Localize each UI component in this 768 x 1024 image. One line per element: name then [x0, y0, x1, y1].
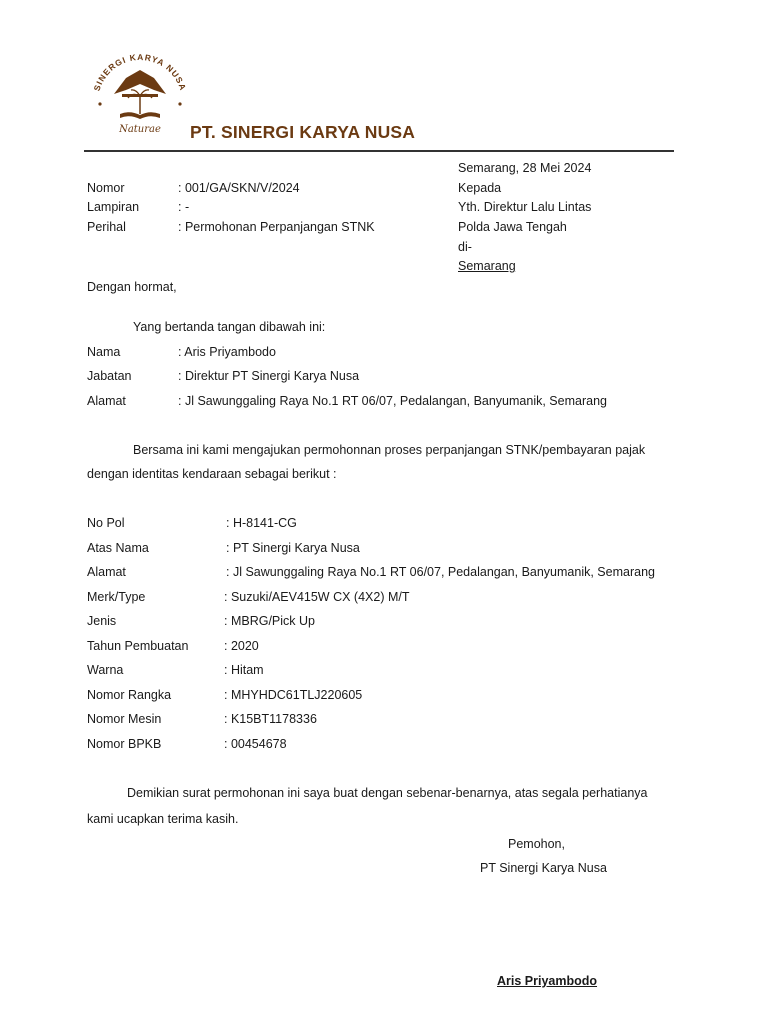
signer-label-jabatan: Jabatan — [87, 369, 132, 383]
meta-value-nomor: : 001/GA/SKN/V/2024 — [178, 181, 300, 195]
vehicle-value-tahun: : 2020 — [224, 639, 259, 653]
vehicle-value-rangka: : MHYHDC61TLJ220605 — [224, 688, 363, 702]
signer-label-alamat: Alamat — [87, 394, 126, 408]
recipient-line-4: di- — [458, 240, 472, 254]
meta-label-perihal: Perihal — [87, 220, 126, 234]
vehicle-value-warna: : Hitam — [224, 663, 264, 677]
signer-value-nama: : Aris Priyambodo — [178, 345, 276, 359]
meta-value-lampiran: : - — [178, 200, 190, 214]
vehicle-value-alamat: : Jl Sawunggaling Raya No.1 RT 06/07, Pedalangan, Banyumanik, Semarang — [226, 565, 655, 579]
company-name: PT. SINERGI KARYA NUSA — [190, 122, 416, 142]
vehicle-label-alamat: Alamat — [87, 565, 126, 579]
recipient-line-3: Polda Jawa Tengah — [458, 220, 567, 234]
signer-name: Aris Priyambodo — [497, 974, 598, 988]
applicant-company: PT Sinergi Karya Nusa — [480, 861, 607, 875]
signer-label-nama: Nama — [87, 345, 121, 359]
vehicle-value-atas-nama: : PT Sinergi Karya Nusa — [226, 541, 360, 555]
vehicle-label-jenis: Jenis — [87, 614, 117, 628]
vehicle-label-mesin: Nomor Mesin — [87, 712, 162, 726]
vehicle-label-atas-nama: Atas Nama — [87, 541, 149, 555]
header-divider — [84, 150, 674, 152]
closing-line-2: kami ucapkan terima kasih. — [87, 812, 239, 826]
paragraph-1-line-2: dengan identitas kendaraan sebagai berikut : — [87, 467, 337, 481]
meta-value-perihal: : Permohonan Perpanjangan STNK — [178, 220, 375, 234]
vehicle-label-rangka: Nomor Rangka — [87, 688, 172, 702]
vehicle-value-merk: : Suzuki/AEV415W CX (4X2) M/T — [224, 590, 410, 604]
vehicle-value-jenis: : MBRG/Pick Up — [224, 614, 315, 628]
salutation: Dengan hormat, — [87, 280, 177, 294]
vehicle-label-tahun: Tahun Pembuatan — [87, 639, 189, 653]
vehicle-value-nopol: : H-8141-CG — [226, 516, 297, 530]
vehicle-label-warna: Warna — [87, 663, 124, 677]
signer-value-alamat: : Jl Sawunggaling Raya No.1 RT 06/07, Pedalangan, Banyumanik, Semarang — [178, 394, 607, 408]
paragraph-1-line-1: Bersama ini kami mengajukan permohonnan proses perpanjangan STNK/pembayaran pajak — [133, 443, 646, 457]
logo-ring-text: SINERGI KARYA NUSA — [91, 51, 189, 93]
signer-value-jabatan: : Direktur PT Sinergi Karya Nusa — [178, 369, 360, 383]
place-date: Semarang, 28 Mei 2024 — [458, 161, 592, 175]
logo-script-text: Naturae — [119, 124, 161, 135]
vehicle-label-nopol: No Pol — [87, 516, 125, 530]
vehicle-label-bpkb: Nomor BPKB — [87, 737, 162, 751]
meta-label-nomor: Nomor — [87, 181, 125, 195]
company-logo — [84, 44, 196, 140]
recipient-line-1: Kepada — [458, 181, 502, 195]
recipient-line-2: Yth. Direktur Lalu Lintas — [458, 200, 592, 214]
vehicle-value-mesin: : K15BT1178336 — [224, 712, 317, 726]
vehicle-label-merk: Merk/Type — [87, 590, 146, 604]
intro-text: Yang bertanda tangan dibawah ini: — [133, 320, 326, 334]
closing-line-1: Demikian surat permohonan ini saya buat dengan sebenar-benarnya, atas segala perhatianya — [127, 786, 648, 800]
applicant-label: Pemohon, — [508, 837, 565, 851]
recipient-city: Semarang — [458, 259, 516, 273]
vehicle-value-bpkb: : 00454678 — [224, 737, 287, 751]
meta-label-lampiran: Lampiran — [87, 200, 140, 214]
